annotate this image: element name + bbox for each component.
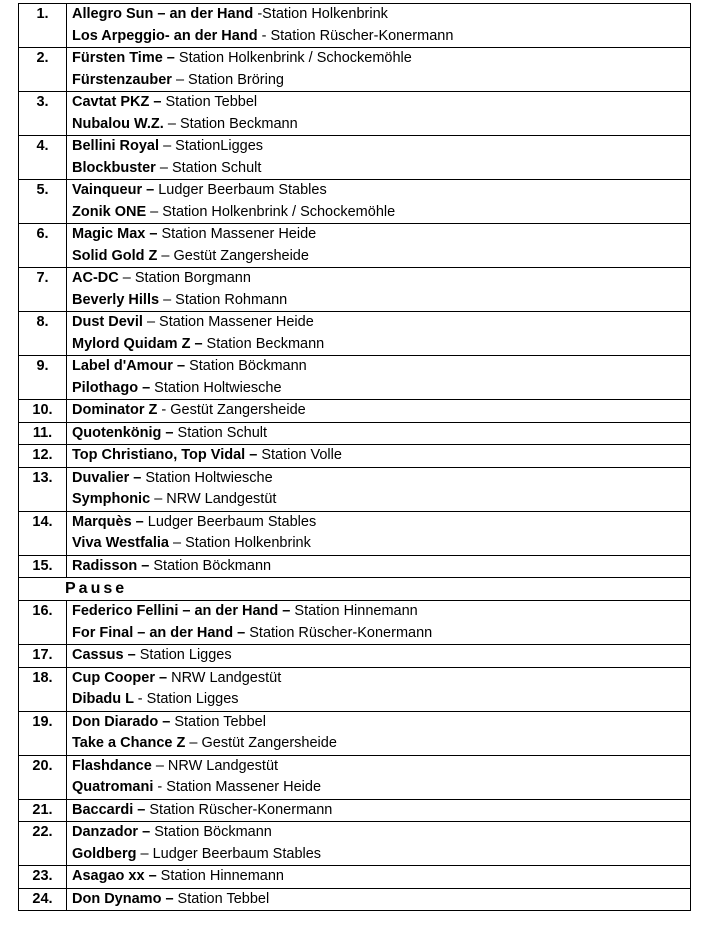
horse-name: Cavtat PKZ – — [72, 94, 166, 110]
row-number: 3. — [19, 92, 67, 136]
list-item — [72, 48, 690, 70]
horse-name: Pilothago – — [72, 379, 155, 396]
row-number: 11. — [19, 422, 67, 445]
separator: – — [140, 845, 153, 862]
entries-cell — [67, 555, 691, 578]
separator: – — [161, 247, 174, 264]
pause-label: Pause — [65, 580, 128, 597]
list-item — [72, 378, 690, 400]
horse-name: Symphonic — [72, 491, 155, 507]
list-item — [72, 423, 690, 445]
station-name: Ludger Beerbaum Stables — [152, 845, 322, 862]
list-item — [72, 756, 690, 778]
horse-name: Magic Max – — [72, 226, 162, 242]
row-number: 13. — [19, 467, 67, 511]
horse-name: Label d'Amour – — [72, 358, 190, 374]
table-row — [19, 822, 691, 866]
horse-name: Don Diarado – — [72, 713, 175, 730]
table-row — [19, 268, 691, 312]
table-row — [19, 400, 691, 423]
list-item — [72, 136, 690, 158]
horse-name: Flashdance — [72, 757, 156, 774]
horse-name: Federico Fellini – an der Hand – — [72, 603, 295, 619]
entries-cell — [67, 445, 691, 468]
row-number: 1. — [19, 4, 67, 48]
table-row — [19, 467, 691, 511]
horse-name: Los Arpeggio- an der Hand — [72, 27, 262, 44]
station-name: Station Beckmann — [206, 335, 325, 352]
station-name: Station Schult — [171, 159, 262, 176]
horse-name: Dibadu L — [72, 691, 138, 707]
entries-cell — [67, 92, 691, 136]
table-row — [19, 92, 691, 136]
station-name: Gestüt Zangersheide — [201, 735, 337, 751]
horse-name: Take a Chance Z — [72, 735, 190, 751]
row-number: 8. — [19, 312, 67, 356]
list-item — [72, 800, 690, 822]
separator: – — [159, 159, 172, 176]
horse-name: Dominator Z — [72, 402, 162, 418]
horse-name: Allegro Sun – an der Hand — [72, 6, 258, 22]
list-item — [72, 645, 690, 667]
horse-name: For Final – an der Hand – — [72, 624, 250, 641]
station-name: Station Böckmann — [189, 358, 307, 374]
entries-cell — [67, 224, 691, 268]
station-name: NRW Landgestüt — [166, 491, 277, 507]
horse-name: Fürsten Time – — [72, 50, 179, 66]
list-item — [72, 777, 690, 799]
list-item — [72, 202, 690, 224]
table-row — [19, 312, 691, 356]
entries-cell — [67, 799, 691, 822]
list-item — [72, 601, 690, 623]
station-name: Station Ligges — [146, 691, 239, 707]
horse-name: Dust Devil — [72, 314, 147, 330]
row-number: 10. — [19, 400, 67, 423]
separator: – — [167, 115, 180, 132]
horse-name: Marquès – — [72, 513, 148, 530]
entries-cell — [67, 312, 691, 356]
table-row — [19, 888, 691, 911]
list-item — [72, 889, 690, 911]
table-row — [19, 511, 691, 555]
table-row — [19, 224, 691, 268]
table-row — [19, 356, 691, 400]
list-item — [72, 4, 690, 26]
station-name: Station Rüscher-Konermann — [270, 27, 454, 44]
station-name: Station Borgmann — [134, 270, 251, 286]
separator: – — [150, 203, 163, 220]
horse-name: Vainqueur – — [72, 182, 159, 198]
horse-name: Mylord Quidam Z – — [72, 335, 207, 352]
list-item — [72, 312, 690, 334]
entries-cell — [67, 888, 691, 911]
list-item — [72, 512, 690, 534]
list-item — [72, 712, 690, 734]
station-name: StationLigges — [175, 138, 264, 154]
horse-name: Duvalier – — [72, 469, 146, 486]
station-name: Station Holkenbrink — [262, 6, 388, 22]
list-item — [72, 290, 690, 312]
station-name: NRW Landgestüt — [167, 757, 279, 774]
list-item — [72, 246, 690, 268]
station-name: NRW Landgestüt — [171, 669, 282, 686]
station-name: Station Ligges — [139, 647, 232, 663]
station-name: Gestüt Zangersheide — [170, 402, 306, 418]
station-name: Station Böckmann — [154, 824, 272, 840]
table-row — [19, 445, 691, 468]
list-item — [72, 158, 690, 180]
separator: - — [261, 27, 271, 44]
separator: - — [137, 691, 147, 707]
row-number: 7. — [19, 268, 67, 312]
row-number: 16. — [19, 601, 67, 645]
entries-cell — [67, 4, 691, 48]
list-item — [72, 180, 690, 202]
station-name: Station Massener Heide — [159, 314, 314, 330]
list-item — [72, 866, 690, 888]
row-number: 9. — [19, 356, 67, 400]
entries-cell — [67, 356, 691, 400]
station-name: Station Böckmann — [153, 557, 272, 574]
row-number: 19. — [19, 711, 67, 755]
station-name: Station Tebbel — [165, 94, 258, 110]
separator: – — [189, 735, 202, 751]
entries-cell — [67, 422, 691, 445]
horse-name: Viva Westfalia — [72, 535, 174, 551]
entries-cell — [67, 711, 691, 755]
list-item — [72, 533, 690, 555]
separator: - — [257, 6, 263, 22]
station-name: Gestüt Zangersheide — [173, 247, 309, 264]
station-name: Ludger Beerbaum Stables — [147, 513, 317, 530]
table-row — [19, 136, 691, 180]
station-name: Station Massener Heide — [161, 226, 317, 242]
horse-name: Quotenkönig – — [72, 424, 178, 441]
list-item — [72, 668, 690, 690]
horse-name: Don Dynamo – — [72, 890, 178, 907]
table-row — [19, 755, 691, 799]
list-item — [72, 92, 690, 114]
station-name: Station Holtwiesche — [145, 469, 273, 486]
horse-name: Fürstenzauber — [72, 71, 176, 88]
station-name: Station Rohmann — [175, 291, 288, 308]
horse-name: Goldberg — [72, 845, 141, 862]
pause-cell — [19, 578, 691, 601]
list-item — [72, 556, 690, 578]
separator: – — [122, 270, 135, 286]
station-name: Station Holkenbrink / Schockemöhle — [162, 203, 396, 220]
row-number: 21. — [19, 799, 67, 822]
separator: – — [173, 535, 186, 551]
table-row — [19, 48, 691, 92]
entries-cell — [67, 48, 691, 92]
separator: – — [154, 491, 167, 507]
entries-cell — [67, 822, 691, 866]
horse-name: Quatromani — [72, 779, 158, 795]
table-row — [19, 555, 691, 578]
station-name: Station Tebbel — [174, 713, 266, 730]
separator: – — [163, 291, 176, 308]
entries-cell — [67, 268, 691, 312]
horse-name: Cup Cooper – — [72, 669, 172, 686]
table-row — [19, 422, 691, 445]
horse-name: Nubalou W.Z. — [72, 115, 168, 132]
list-item — [72, 114, 690, 136]
entries-cell — [67, 755, 691, 799]
schedule-table — [18, 3, 691, 911]
table-row — [19, 799, 691, 822]
station-name: Station Hinnemann — [160, 868, 284, 884]
station-name: Station Volle — [261, 447, 342, 463]
list-item — [72, 733, 690, 755]
entries-cell — [67, 180, 691, 224]
station-name: Ludger Beerbaum Stables — [158, 182, 327, 198]
horse-name: Top Christiano, Top Vidal – — [72, 447, 262, 463]
station-name: Station Holkenbrink / Schockemöhle — [178, 50, 412, 66]
entries-cell — [67, 601, 691, 645]
horse-name: Asagao xx – — [72, 868, 161, 884]
horse-name: Cassus – — [72, 647, 140, 663]
row-number: 24. — [19, 888, 67, 911]
separator: – — [175, 71, 189, 88]
row-number: 2. — [19, 48, 67, 92]
station-name: Station Tebbel — [177, 890, 270, 907]
entries-cell — [67, 511, 691, 555]
station-name: Station Rüscher-Konermann — [149, 801, 333, 818]
list-item — [72, 623, 690, 645]
entries-cell — [67, 400, 691, 423]
row-number: 12. — [19, 445, 67, 468]
separator: - — [157, 779, 167, 795]
station-name: Station Holtwiesche — [154, 379, 282, 396]
list-item — [72, 445, 690, 467]
horse-name: Baccardi – — [72, 801, 150, 818]
list-item — [72, 689, 690, 711]
horse-name: Solid Gold Z — [72, 247, 162, 264]
list-item — [72, 400, 690, 422]
table-row — [19, 711, 691, 755]
row-number: 17. — [19, 645, 67, 668]
pause-row — [19, 578, 691, 601]
station-name: Station Hinnemann — [294, 603, 418, 619]
schedule-table-body — [19, 4, 691, 911]
list-item — [72, 268, 690, 290]
horse-name: Bellini Royal — [72, 138, 164, 154]
horse-name: Blockbuster — [72, 159, 160, 176]
row-number: 6. — [19, 224, 67, 268]
table-row — [19, 601, 691, 645]
station-name: Station Bröring — [188, 71, 284, 88]
station-name: Station Massener Heide — [166, 779, 322, 795]
table-row — [19, 180, 691, 224]
station-name: Station Schult — [177, 424, 268, 441]
separator: – — [146, 314, 160, 330]
horse-name: AC-DC — [72, 270, 123, 286]
list-item — [72, 822, 690, 844]
entries-cell — [67, 866, 691, 889]
station-name: Station Beckmann — [179, 115, 298, 132]
station-name: Station Holkenbrink — [185, 535, 311, 551]
table-row — [19, 667, 691, 711]
separator: – — [155, 757, 168, 774]
list-item — [72, 489, 690, 511]
entries-cell — [67, 136, 691, 180]
horse-name: Beverly Hills — [72, 291, 164, 308]
row-number: 15. — [19, 555, 67, 578]
horse-name: Radisson – — [72, 557, 154, 574]
list-item — [72, 844, 690, 866]
horse-name: Zonik ONE — [72, 203, 151, 220]
row-number: 22. — [19, 822, 67, 866]
horse-name: Danzador – — [72, 824, 155, 840]
station-name: Station Rüscher-Konermann — [249, 624, 433, 641]
separator: - — [161, 402, 171, 418]
list-item — [72, 224, 690, 246]
row-number: 5. — [19, 180, 67, 224]
list-item — [72, 26, 690, 48]
row-number: 14. — [19, 511, 67, 555]
row-number: 20. — [19, 755, 67, 799]
row-number: 4. — [19, 136, 67, 180]
list-item — [72, 468, 690, 490]
row-number: 18. — [19, 667, 67, 711]
list-item — [72, 334, 690, 356]
table-row — [19, 866, 691, 889]
separator: – — [163, 138, 176, 154]
list-item — [72, 70, 690, 92]
list-item — [72, 356, 690, 378]
row-number: 23. — [19, 866, 67, 889]
entries-cell — [67, 645, 691, 668]
entries-cell — [67, 467, 691, 511]
table-row — [19, 4, 691, 48]
entries-cell — [67, 667, 691, 711]
table-row — [19, 645, 691, 668]
